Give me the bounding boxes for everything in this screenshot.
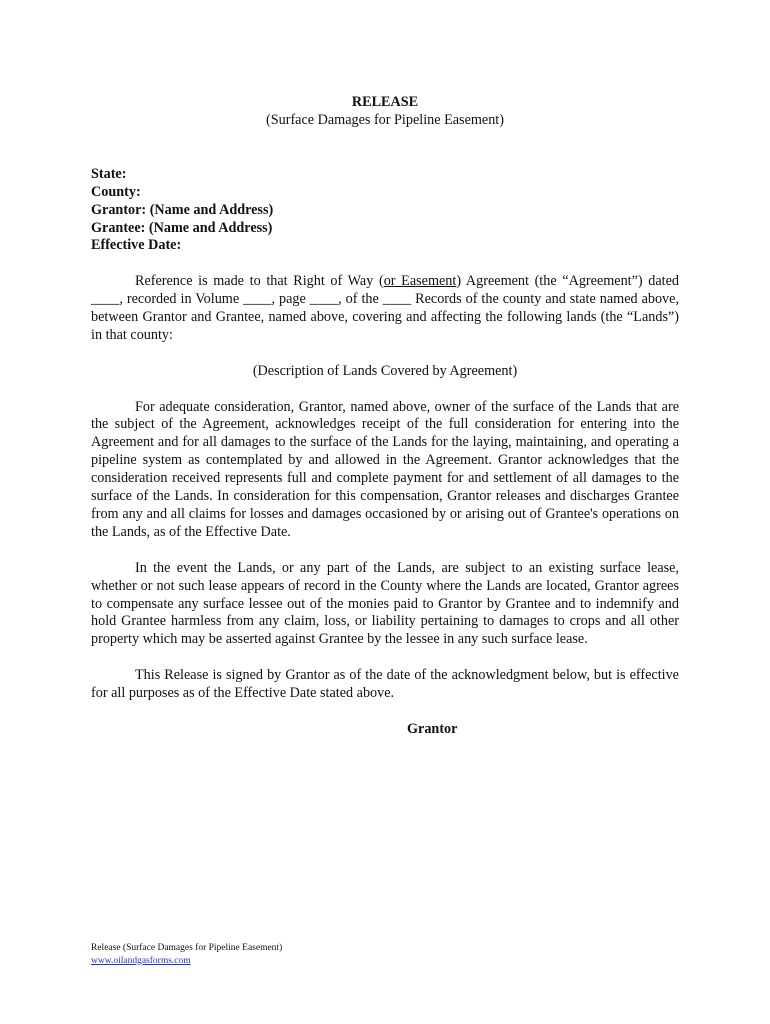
reference-paragraph-start: Reference is made to that Right of Way ( <box>135 273 384 290</box>
header-fields <box>91 166 679 256</box>
footer-document-name: Release (Surface Damages for Pipeline Easement) <box>91 943 283 953</box>
document-subtitle: (Surface Damages for Pipeline Easement) <box>266 111 504 128</box>
lands-description: (Description of Lands Covered by Agreement) <box>252 362 518 379</box>
signing-paragraph: This Release is signed by Grantor as of the date of the acknowledgment below, but is effective for all purposes as of the Effective Date stated above. <box>91 667 679 702</box>
document-title: RELEASE <box>351 94 419 110</box>
county-field: County: <box>91 183 141 200</box>
page-footer <box>91 942 282 967</box>
reference-paragraph <box>91 273 679 345</box>
effective-date-field: Effective Date: <box>91 237 182 254</box>
surface-lease-paragraph: In the event the Lands, or any part of the Lands, are subject to an existing surface lease, whether or not such lease appears of record in the County where the Lands are located, Grantor agrees to compensate any surface lessee out of the monies paid to Grantor by Grantee and to indemnify and hold Grantee harmless from any claim, loss, or liability pertaining to damages to crops and all other property which may be asserted against Grantee by the lessee in any such surface lease. <box>91 559 679 648</box>
grantor-field: Grantor: (Name and Address) <box>91 201 274 218</box>
footer-website-link[interactable]: www.oilandgasforms.com <box>91 955 191 966</box>
consideration-paragraph: For adequate consideration, Grantor, named above, owner of the surface of the Lands that are the subject of the Agreement, acknowledges receipt of the full consideration for entering into the Agreement and for all damages to the surface of the Lands for the laying, maintaining, and operating a pipeline system as contemplated by and allowed in the Agreement. Grantor acknowledges that the consideration received represents full and complete payment for and settlement of all damages to the surface of the Lands. In consideration for this compensation, Grantor releases and discharges Grantee from any and all claims for losses and damages occasioned by or arising out of Grantee's operations on the Lands, as of the Effective Date. <box>91 398 679 540</box>
reference-paragraph-end: ) Agreement (the “Agreement”) dated ____, recorded in Volume ____, page ____, of the ____ Records of the county and state named above, between Grantor and Grantee, named above, covering and affecting the following lands (the “Lands”) in that county: <box>91 273 680 343</box>
or-easement-underlined: or Easement <box>383 273 457 290</box>
grantor-signature-label: Grantor <box>407 720 458 737</box>
grantee-field: Grantee: (Name and Address) <box>91 219 273 236</box>
document-body <box>91 94 679 739</box>
state-field: State: <box>91 165 127 182</box>
